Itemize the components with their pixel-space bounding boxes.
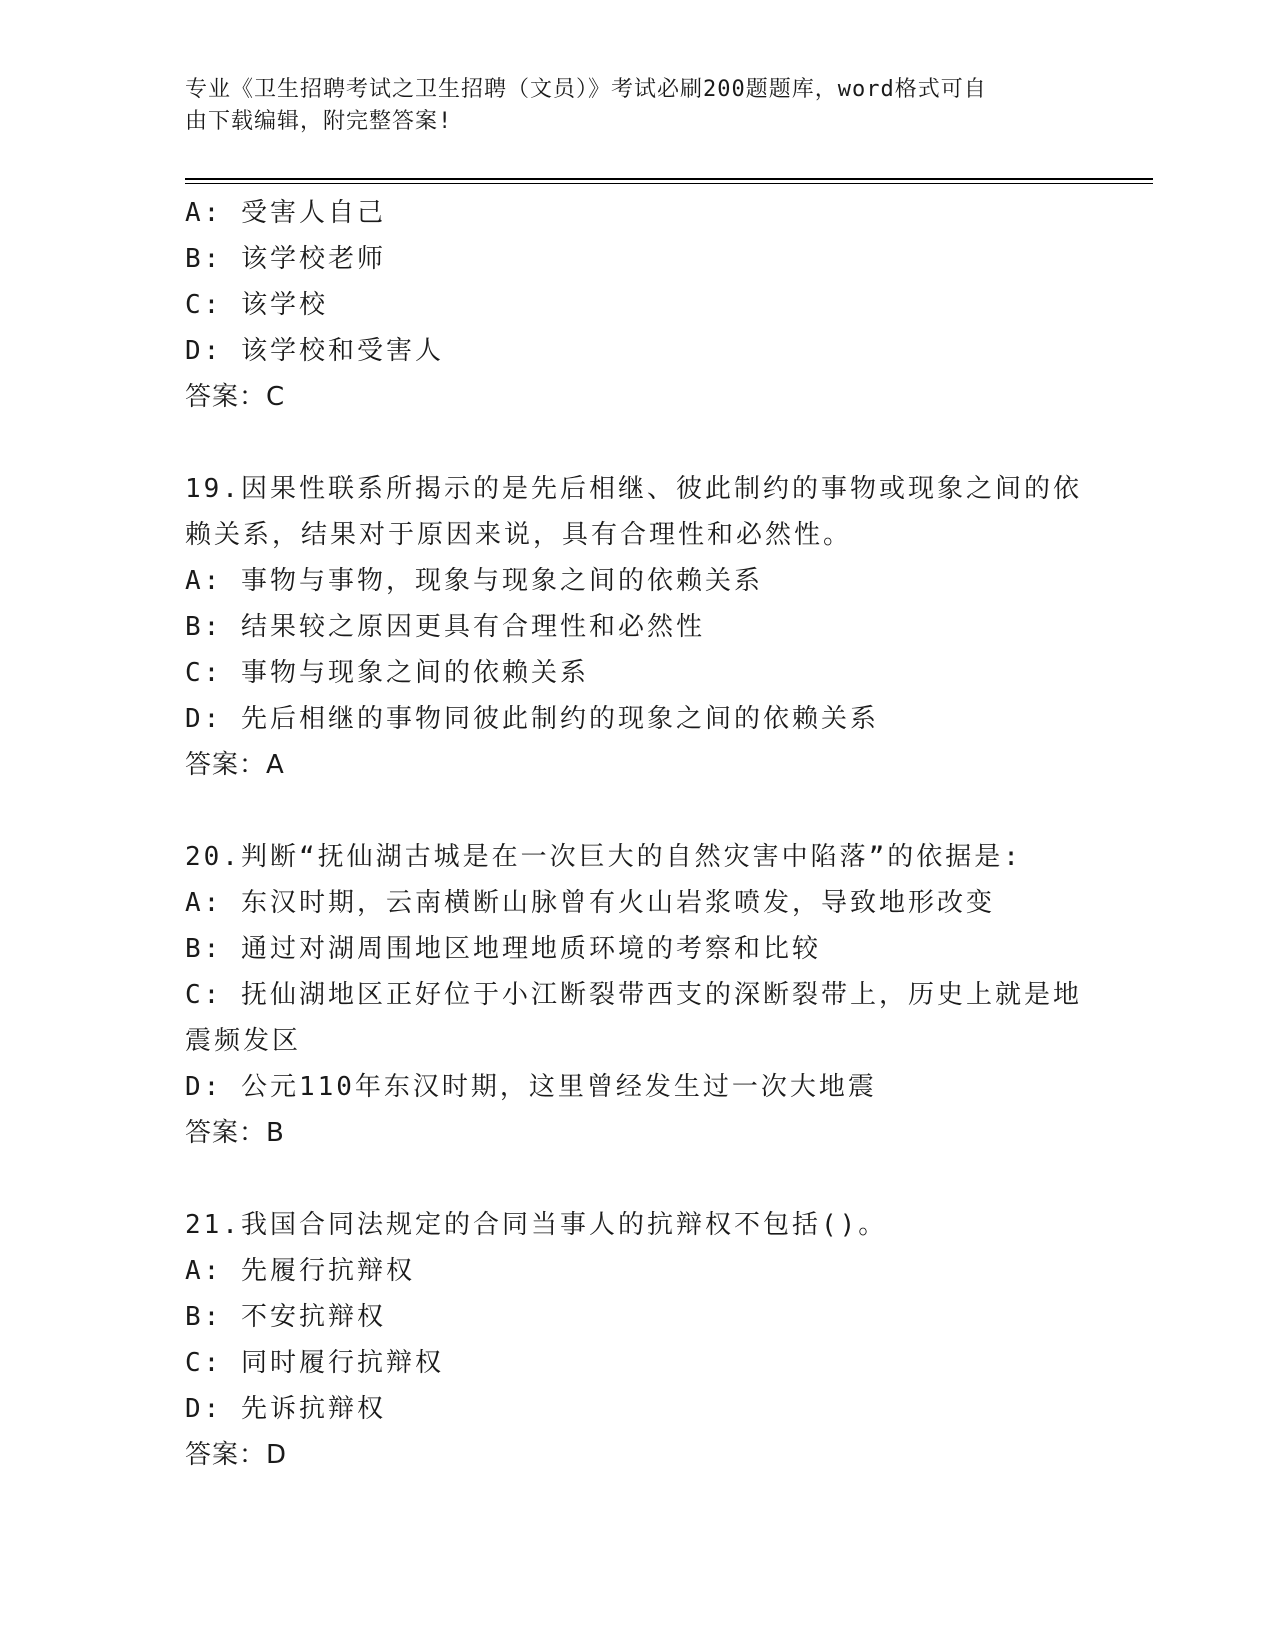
answer-line: 答案：D xyxy=(185,1440,288,1470)
question-20 xyxy=(185,834,1085,1156)
option-c: C: 抚仙湖地区正好位于小江断裂带西支的深断裂带上，历史上就是地 xyxy=(185,980,1082,1010)
option-d: D: 先后相继的事物同彼此制约的现象之间的依赖关系 xyxy=(185,704,879,734)
answer-line: 答案：A xyxy=(185,750,285,780)
option-d: D: 先诉抗辩权 xyxy=(185,1394,386,1424)
question-stem-continued: 赖关系，结果对于原因来说，具有合理性和必然性。 xyxy=(185,520,853,550)
document-body xyxy=(185,190,1085,1478)
header-line-2: 由下载编辑，附完整答案! xyxy=(185,109,453,134)
question-stem: 19.因果性联系所揭示的是先后相继、彼此制约的事物或现象之间的依 xyxy=(185,474,1082,504)
header-line-1: 专业《卫生招聘考试之卫生招聘（文员）》考试必刷200题题库，word格式可自 xyxy=(185,77,987,102)
question-stem: 20.判断“抚仙湖古城是在一次巨大的自然灾害中陷落”的依据是: xyxy=(185,842,1022,872)
option-c-continued: 震频发区 xyxy=(185,1026,302,1056)
option-a: A: 事物与事物，现象与现象之间的依赖关系 xyxy=(185,566,763,596)
question-18 xyxy=(185,190,1085,420)
spacer xyxy=(185,1156,1085,1202)
option-a: A: 东汉时期，云南横断山脉曾有火山岩浆喷发，导致地形改变 xyxy=(185,888,995,918)
option-d: D: 该学校和受害人 xyxy=(185,336,444,366)
option-c: C: 事物与现象之间的依赖关系 xyxy=(185,658,589,688)
option-b: B: 不安抗辩权 xyxy=(185,1302,386,1332)
option-c: C: 同时履行抗辩权 xyxy=(185,1348,444,1378)
header-rule-thin xyxy=(185,183,1153,184)
option-b: B: 结果较之原因更具有合理性和必然性 xyxy=(185,612,705,642)
question-19 xyxy=(185,466,1085,788)
option-d: D: 公元110年东汉时期，这里曾经发生过一次大地震 xyxy=(185,1072,877,1102)
header-rule-thick xyxy=(185,178,1153,180)
option-b: B: 通过对湖周围地区地理地质环境的考察和比较 xyxy=(185,934,821,964)
answer-line: 答案：B xyxy=(185,1118,285,1148)
question-stem: 21.我国合同法规定的合同当事人的抗辩权不包括()。 xyxy=(185,1210,888,1240)
option-c: C: 该学校 xyxy=(185,290,328,320)
answer-line: 答案：C xyxy=(185,382,286,412)
option-b: B: 该学校老师 xyxy=(185,244,386,274)
spacer xyxy=(185,420,1085,466)
option-a: A: 先履行抗辩权 xyxy=(185,1256,415,1286)
question-21 xyxy=(185,1202,1085,1478)
document-header xyxy=(185,74,1085,138)
spacer xyxy=(185,788,1085,834)
option-a: A: 受害人自己 xyxy=(185,198,386,228)
